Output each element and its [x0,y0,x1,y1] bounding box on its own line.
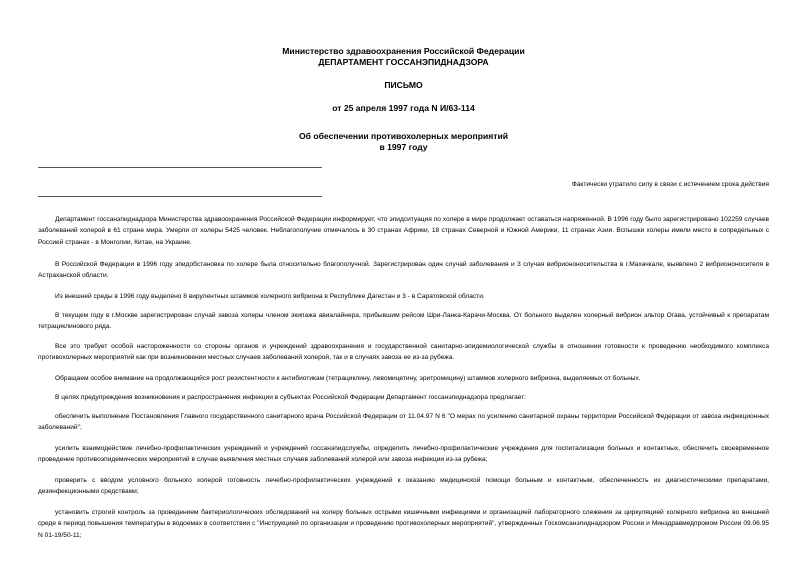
paragraph: Обращаем особое внимание на продолжающийся рост резистентности к антибиотикам (тетрациклину, левомицетину, эритромицину) штаммов холерного вибриона, выделяемых от больных. [55,375,641,382]
ministry-heading: Министерство здравоохранения Российской Федерации [282,46,525,56]
divider-bottom [38,196,322,197]
paragraph: В текущем году в г.Москве зарегистрирован случай завоза холеры членом экипажа авиалайнера, прибывшим рейсом Шри-Ланка-Карачи-Москва. От больного выделен холерный вибрион эльтор Огава, устойчивый к препаратам тетрациклинового ряда. [38,312,769,331]
paragraph: проверить с вводом условного больного холерой готовность лечебно-профилактических учреждений к оказанию медицинской помощи больным и контактным, обеспеченность их диагностическими препаратами, дезинфекционными средствами; [38,477,769,496]
status-note: Фактически утратило силу в связи с истечением срока действия [571,181,769,188]
paragraph: усилить взаимодействие лечебно-профилактических учреждений и учреждений госсанэпидслужбы, определить лечебно-профилактические учреждения для госпитализации больных и контактных, обеспечить своевременное проведение противоэпидемических мероприятий в случае выявления местных случаев заболеваний холерой или завоза инфекции из-за рубежа; [38,445,769,464]
paragraph: В целях предупреждения возникновения и распространения инфекции в субъектах Российской Федерации Департамент госсанэпиднадзора предлагает: [55,394,527,401]
department-heading: ДЕПАРТАМЕНТ ГОССАНЭПИДНАДЗОРА [318,57,489,67]
document-date-number: от 25 апреля 1997 года N И/63-114 [332,103,475,113]
document-title-line-2: в 1997 году [379,142,428,152]
paragraph: установить строгий контроль за проведением бактериологических обследований на холеру больных острыми кишечными инфекциями и организацией лабораторного слежения за циркуляцией холерного вибриона во внешней среде в период повышения температуры в водоемах в соответствии с "Инструкцией по организации и проведению противохолерных мероприятий", утвержденных Госкомсанэпиднадзором России и Минздравмедпромом России 09.06.95 N 01-19/50-11; [38,509,769,539]
paragraph: Из внешней среды в 1996 году выделено 8 вирулентных штаммов холерного вибриона в Республике Дагестан и 3 - в Саратовской области. [55,293,485,300]
document-title-line-1: Об обеспечении противохолерных мероприятий [298,131,509,141]
paragraph: обеспечить выполнение Постановления Главного государственного санитарного врача Российской Федерации от 11.04.97 N 6 "О мерах по усилению санитарной охраны территории Российской Федерации от завоза инфекционных заболеваний"; [38,413,769,432]
document-type: ПИСЬМО [384,80,423,90]
paragraph: Все это требует особой настороженности со стороны органов и учреждений здравоохранения и государственной санитарно-эпидемиологической службы в отношении готовности к проведению необходимого комплекса противохолерных мероприятий как при возникновении местных случаев заболеваний холерой, так и в случаях завоза ее из-за рубежа. [38,343,769,362]
paragraph: В Российской Федерации в 1996 году эпидобстановка по холере была относительно благополучной. Зарегистрирован один случай заболевания и 3 случая вибриононосительства в г.Махачкале, выявлено 2 вибриононосителя в Астраханской области. [38,261,769,280]
divider-top [38,167,322,168]
paragraph: Департамент госсанэпиднадзора Министерства здравоохранения Российской Федерации информирует, что эпидситуация по холере в мире продолжает оставаться напряженной. В 1996 году было зарегистрировано 102259 случаев заболеваний холерой в 61 стране мира. Умерли от холеры 5425 человек. Неблагополучие отмечалось в 30 странах Африки, 18 странах Северной и Южной Америки, 11 странах Азии. Вспышки холеры имели место в сопредельных с Россией странах - в Монголии, Китае, на Украине. [38,216,769,246]
